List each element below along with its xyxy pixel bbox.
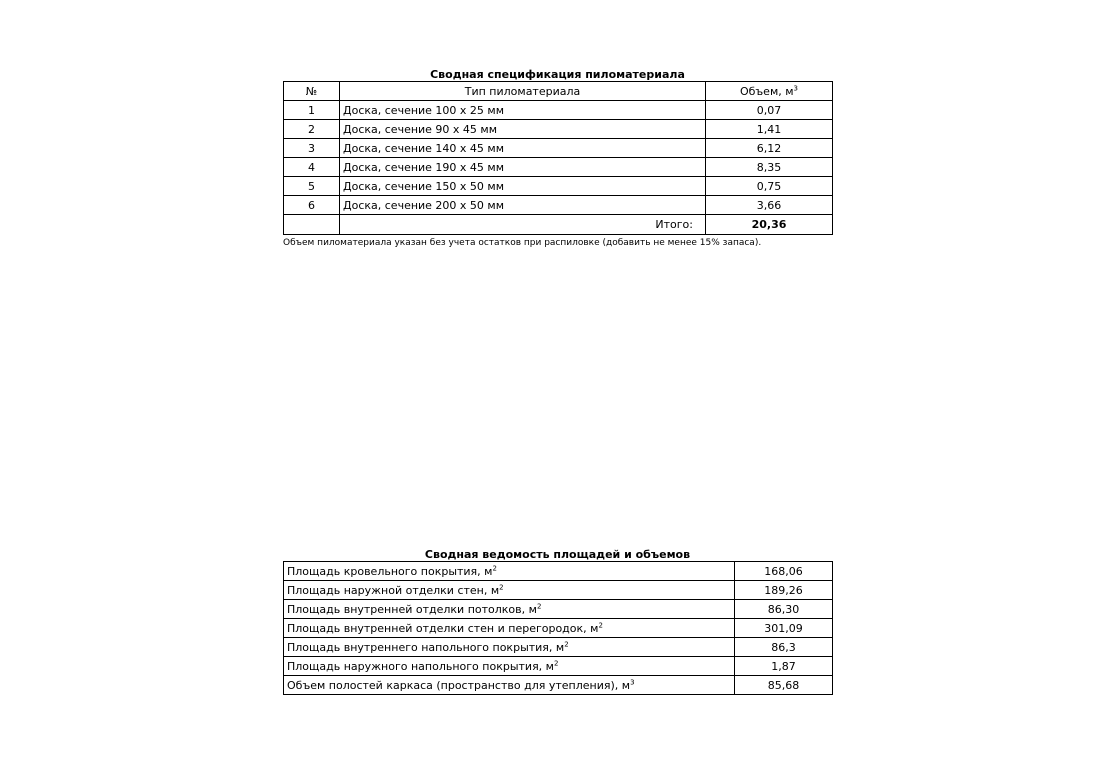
areas-title: Сводная ведомость площадей и объемов <box>424 548 691 561</box>
area-label <box>284 562 735 581</box>
table-row <box>284 196 833 215</box>
area-label <box>284 676 735 695</box>
row-volume: 0,07 <box>706 101 833 120</box>
row-volume: 1,41 <box>706 120 833 139</box>
unit-superscript: 2 <box>553 658 559 667</box>
area-value: 301,09 <box>735 619 833 638</box>
area-label-text: Площадь наружного напольного покрытия, м <box>287 659 554 673</box>
unit-superscript: 2 <box>598 620 603 629</box>
area-value: 1,87 <box>735 657 833 676</box>
area-label-text: Площадь внутреннего напольного покрытия, м <box>287 640 565 654</box>
unit-superscript: 2 <box>564 639 569 648</box>
unit-superscript: 2 <box>499 582 504 591</box>
area-value: 189,26 <box>735 581 833 600</box>
table-row <box>284 158 833 177</box>
table-row <box>284 562 833 581</box>
row-num: 1 <box>284 101 340 120</box>
total-value: 20,36 <box>706 215 833 235</box>
table-row <box>284 676 833 695</box>
areas-table <box>283 561 833 695</box>
area-label <box>284 657 735 676</box>
row-num: 3 <box>284 139 340 158</box>
area-label <box>284 600 735 619</box>
row-type: Доска, сечение 90 х 45 мм <box>340 120 706 139</box>
row-volume: 8,35 <box>706 158 833 177</box>
unit-superscript: 2 <box>536 601 542 610</box>
row-num: 2 <box>284 120 340 139</box>
row-type: Доска, сечение 150 х 50 мм <box>340 177 706 196</box>
table-row <box>284 600 833 619</box>
row-type: Доска, сечение 200 х 50 мм <box>340 196 706 215</box>
total-empty-cell <box>284 215 340 235</box>
row-type: Доска, сечение 140 х 45 мм <box>340 139 706 158</box>
row-type: Доска, сечение 100 х 25 мм <box>340 101 706 120</box>
unit-superscript: 2 <box>492 563 497 572</box>
col-header-num: № <box>284 82 340 101</box>
col-header-type: Тип пиломатериала <box>340 82 706 101</box>
area-label <box>284 638 735 657</box>
area-label-text: Площадь кровельного покрытия, м <box>287 564 493 578</box>
col-header-volume-text: Объем, м <box>739 84 794 98</box>
area-value: 86,30 <box>735 600 833 619</box>
lumber-spec-block <box>283 69 832 248</box>
unit-superscript: 3 <box>793 83 799 92</box>
row-num: 6 <box>284 196 340 215</box>
row-num: 4 <box>284 158 340 177</box>
row-volume: 6,12 <box>706 139 833 158</box>
area-label-text: Площадь внутренней отделки стен и перегородок, м <box>287 621 599 635</box>
lumber-spec-table <box>283 81 833 235</box>
area-label-text: Площадь внутренней отделки потолков, м <box>287 602 537 616</box>
areas-block <box>283 549 832 695</box>
unit-superscript: 3 <box>630 677 635 686</box>
row-volume: 3,66 <box>706 196 833 215</box>
area-value: 86,3 <box>735 638 833 657</box>
lumber-spec-note: Объем пиломатериала указан без учета остатков при распиловке (добавить не менее 15% запаса). <box>283 238 762 248</box>
table-row <box>284 120 833 139</box>
area-label-text: Объем полостей каркаса (пространство для утепления), м <box>287 678 631 692</box>
row-volume: 0,75 <box>706 177 833 196</box>
table-row <box>284 177 833 196</box>
total-label: Итого: <box>340 215 706 235</box>
row-type: Доска, сечение 190 х 45 мм <box>340 158 706 177</box>
table-row <box>284 101 833 120</box>
total-row <box>284 215 833 235</box>
area-label-text: Площадь наружной отделки стен, м <box>287 583 500 597</box>
area-value: 85,68 <box>735 676 833 695</box>
table-row <box>284 581 833 600</box>
table-row <box>284 619 833 638</box>
area-value: 168,06 <box>735 562 833 581</box>
area-label <box>284 619 735 638</box>
table-row <box>284 657 833 676</box>
area-label <box>284 581 735 600</box>
lumber-spec-title: Сводная спецификация пиломатериала <box>430 68 685 81</box>
col-header-volume <box>706 82 833 101</box>
table-header-row <box>284 82 833 101</box>
table-row <box>284 139 833 158</box>
table-row <box>284 638 833 657</box>
row-num: 5 <box>284 177 340 196</box>
